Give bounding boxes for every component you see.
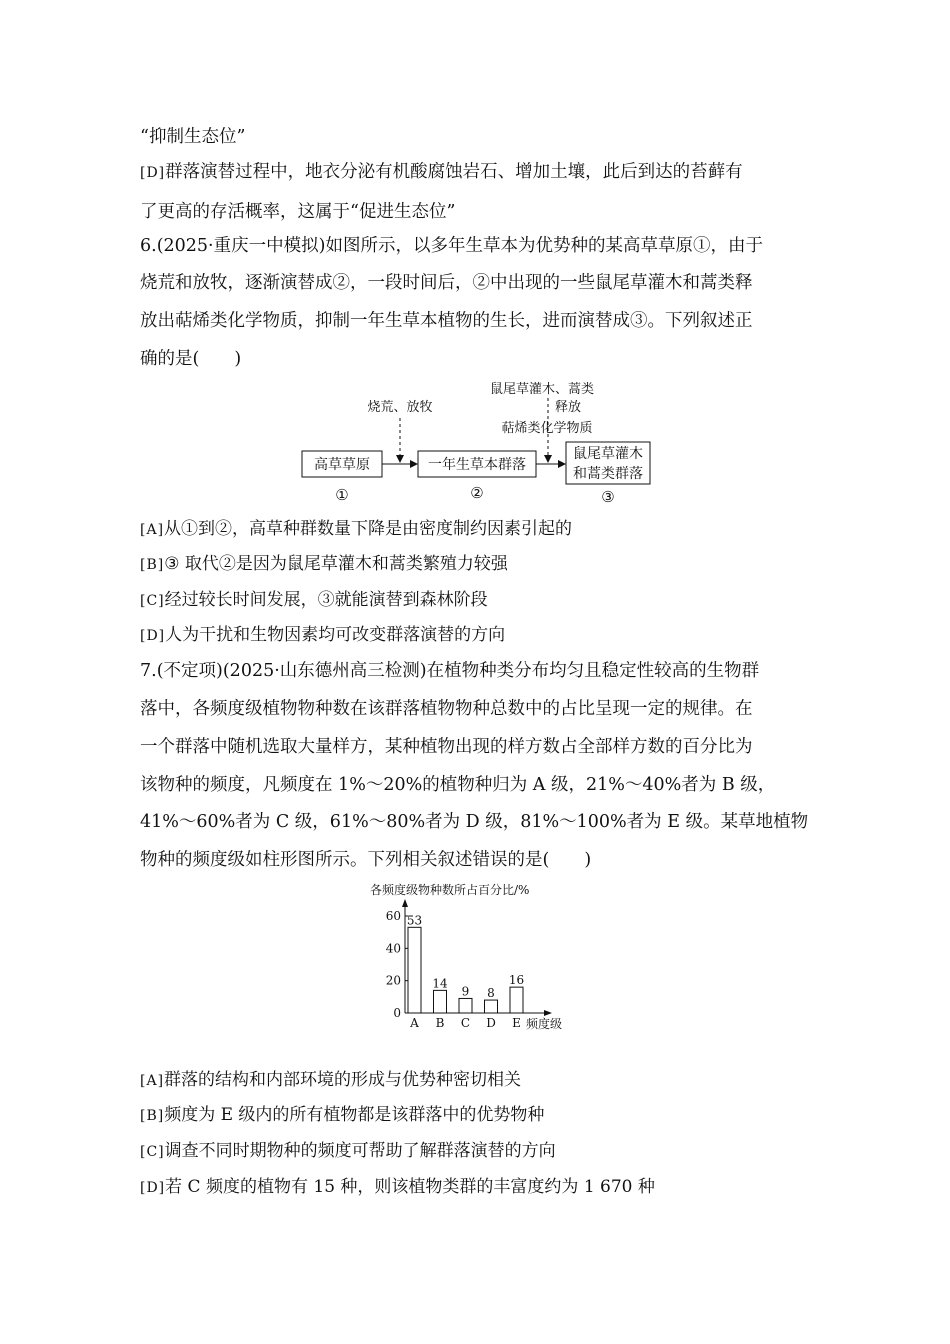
x-tick-label: D — [486, 1016, 496, 1030]
bar-A — [408, 927, 421, 1013]
bar-value-label: 53 — [406, 913, 423, 928]
q7-stem-line: 一个群落中随机选取大量样方，某种植物出现的样方数占全部样方数的百分比为 — [140, 737, 753, 757]
bar-E — [510, 987, 523, 1013]
option-text: 从①到②，高草种群数量下降是由密度制约因素引起的 — [164, 519, 573, 539]
q6-option-b — [140, 553, 508, 576]
y-tick-label: 0 — [393, 1006, 401, 1020]
option-tag: [B] — [140, 557, 165, 573]
x-tick-label: E — [512, 1016, 521, 1030]
bar-value-label: 14 — [432, 976, 448, 991]
option-text: 人为干扰和生物因素均可改变群落演替的方向 — [165, 625, 506, 645]
box-annual-herb-label: 一年生草本群落 — [428, 457, 526, 473]
x-axis-arrow — [544, 1010, 552, 1016]
frequency-bar-chart — [360, 880, 590, 1040]
y-axis-label: 各频度级物种数所占百分比/% — [370, 883, 530, 897]
box-shrub-label-2: 和蒿类群落 — [573, 466, 643, 482]
x-tick-label: B — [435, 1016, 445, 1030]
option-tag: [A] — [140, 522, 165, 538]
option-tag: [D] — [140, 1180, 166, 1196]
option-tag: [C] — [140, 1144, 165, 1160]
option-tag: [A] — [140, 1073, 165, 1089]
x-axis-label: 频度级 — [526, 1017, 563, 1031]
q6-option-c — [140, 589, 488, 612]
succession-diagram — [290, 378, 670, 508]
q7-option-a — [140, 1069, 521, 1092]
q7-option-b — [140, 1104, 544, 1127]
option-text: ③ 取代②是因为鼠尾草灌木和蒿类繁殖力较强 — [164, 554, 508, 574]
option-tag: [D] — [140, 165, 166, 181]
q7-option-c — [140, 1140, 556, 1163]
bar-D — [485, 1000, 498, 1013]
q5-tail-text: “抑制生态位” — [140, 127, 246, 147]
option-text: 频度为 E 级内的所有植物都是该群落中的优势物种 — [164, 1105, 545, 1125]
bar-value-label: 16 — [508, 973, 525, 988]
factor-burning-grazing: 烧荒、放牧 — [367, 400, 433, 415]
y-tick-label: 40 — [385, 941, 401, 956]
bar-value-label: 9 — [461, 984, 470, 999]
bar-C — [459, 998, 472, 1013]
factor-terpene: 萜烯类化学物质 — [501, 421, 593, 436]
y-tick-label: 60 — [385, 909, 401, 923]
circle-num-2: ② — [470, 484, 484, 502]
q5-option-d-cont: 了更高的存活概率，这属于“促进生态位” — [140, 202, 456, 222]
q7-stem-line: 该物种的频度，凡频度在 1%～20%的植物种归为 A 级，21%～40%者为 B 级， — [140, 775, 776, 795]
option-text: 若 C 频度的植物有 15 种，则该植物类群的丰富度约为 1 670 种 — [165, 1177, 655, 1197]
factor-release: 释放 — [554, 400, 582, 415]
q6-stem-line: 6.(2025·重庆一中模拟)如图所示，以多年生草本为优势种的某高草草原①，由于 — [140, 236, 763, 256]
q6-stem-line: 烧荒和放牧，逐渐演替成②，一段时间后，②中出现的一些鼠尾草灌木和蒿类释 — [140, 273, 753, 293]
q7-stem-line: 7.(不定项)(2025·山东德州高三检测)在植物种类分布均匀且稳定性较高的生物群 — [140, 661, 760, 681]
x-tick-label: A — [410, 1016, 419, 1030]
option-text: 群落的结构和内部环境的形成与优势种密切相关 — [164, 1070, 522, 1090]
circle-num-1: ① — [335, 486, 349, 504]
q5-option-d — [140, 161, 743, 184]
option-tag: [C] — [140, 593, 165, 609]
q7-stem-line: 落中，各频度级植物物种数在该群落植物物种总数中的占比呈现一定的规律。在 — [140, 699, 753, 719]
y-tick-label: 20 — [385, 973, 401, 988]
q6-stem-line: 放出萜烯类化学物质，抑制一年生草本植物的生长，进而演替成③。下列叙述正 — [140, 311, 753, 331]
circle-num-3: ③ — [601, 488, 615, 506]
option-text: 群落演替过程中，地衣分泌有机酸腐蚀岩石、增加土壤，此后到达的苔藓有 — [165, 162, 743, 182]
bar-B — [434, 990, 447, 1013]
box-tall-grassland-label: 高草草原 — [314, 457, 370, 473]
q6-option-a — [140, 518, 572, 541]
q7-option-d — [140, 1176, 655, 1199]
factor-shrub-release: 鼠尾草灌木、蒿类 — [489, 382, 595, 397]
y-axis-arrow — [402, 899, 408, 907]
box-shrub-label-1: 鼠尾草灌木 — [573, 446, 643, 462]
option-text: 经过较长时间发展，③就能演替到森林阶段 — [164, 590, 488, 610]
bar-value-label: 8 — [487, 986, 495, 1001]
q7-stem-line: 41%～60%者为 C 级，61%～80%者为 D 级，81%～100%者为 E 级。某草地植物 — [140, 812, 809, 832]
option-tag: [B] — [140, 1108, 165, 1124]
q6-option-d — [140, 624, 505, 647]
q6-stem-line: 确的是( ) — [140, 349, 242, 369]
x-tick-label: C — [460, 1016, 471, 1030]
q7-stem-line: 物种的频度级如柱形图所示。下列相关叙述错误的是( ) — [140, 850, 592, 870]
option-text: 调查不同时期物种的频度可帮助了解群落演替的方向 — [164, 1141, 556, 1161]
option-tag: [D] — [140, 628, 166, 644]
